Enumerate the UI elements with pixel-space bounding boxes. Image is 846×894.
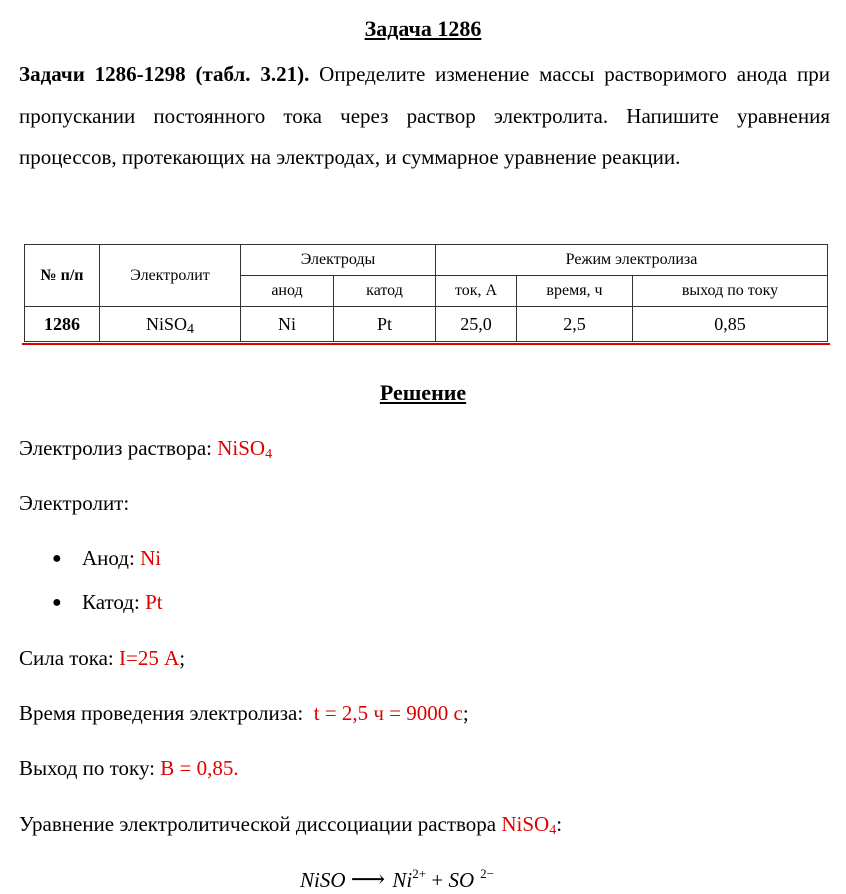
cathode-line: Катод: Pt bbox=[82, 590, 163, 614]
table-row bbox=[25, 307, 828, 342]
task-table-wrapper bbox=[24, 244, 828, 342]
header-cathode: катод bbox=[334, 276, 436, 307]
header-num: № п/п bbox=[25, 245, 100, 307]
time-line: Время проведения электролиза: t = 2,5 ч = 9000 с; bbox=[19, 701, 469, 725]
yield-line: Выход по току: В = 0,85. bbox=[19, 756, 239, 780]
cell-anode: Ni bbox=[241, 307, 334, 342]
header-yield: выход по току bbox=[633, 276, 828, 307]
bullet-icon: ● bbox=[52, 594, 62, 611]
task-title: Задача 1286 bbox=[364, 16, 482, 41]
red-underline bbox=[22, 343, 830, 345]
cell-num: 1286 bbox=[25, 307, 100, 342]
solution-title: Решение bbox=[379, 380, 467, 405]
header-electrodes: Электроды bbox=[241, 245, 436, 276]
bullet-icon: ● bbox=[52, 550, 62, 567]
header-time: время, ч bbox=[517, 276, 633, 307]
anode-line: Анод: Ni bbox=[82, 546, 162, 570]
dissociation-line: Уравнение электролитической диссоциации раствора NiSO$_4$: bbox=[19, 812, 563, 838]
task-text: Определите изменение массы растворимого анода при пропускании постоянного тока через раствор электролита. Напишите уравнения процессов, протекающих на электродах, и суммарное уравнение реакции. bbox=[19, 62, 831, 169]
electrolyte-label: Электролит: bbox=[19, 491, 130, 515]
electrolysis-line: Электролиз раствора: NiSO$_4$ bbox=[19, 436, 273, 462]
cell-current: 25,0 bbox=[436, 307, 517, 342]
header-electrolyte: Электролит bbox=[100, 245, 241, 307]
header-anode: анод bbox=[241, 276, 334, 307]
dissociation-equation: NiSO ⟶ $Ni^{2+}$ + SO $^{2-}$ bbox=[300, 866, 494, 893]
header-current: ток, А bbox=[436, 276, 517, 307]
header-mode: Режим электролиза bbox=[436, 245, 828, 276]
task-table bbox=[24, 244, 828, 342]
current-line: Сила тока: I=25 А; bbox=[19, 646, 186, 670]
task-statement bbox=[19, 54, 830, 179]
cell-electrolyte: NiSO$_4$ bbox=[100, 307, 241, 342]
task-range-bold: Задачи 1286-1298 (табл. 3.21). bbox=[19, 62, 310, 86]
cell-cathode: Pt bbox=[334, 307, 436, 342]
cell-time: 2,5 bbox=[517, 307, 633, 342]
cell-yield: 0,85 bbox=[633, 307, 828, 342]
